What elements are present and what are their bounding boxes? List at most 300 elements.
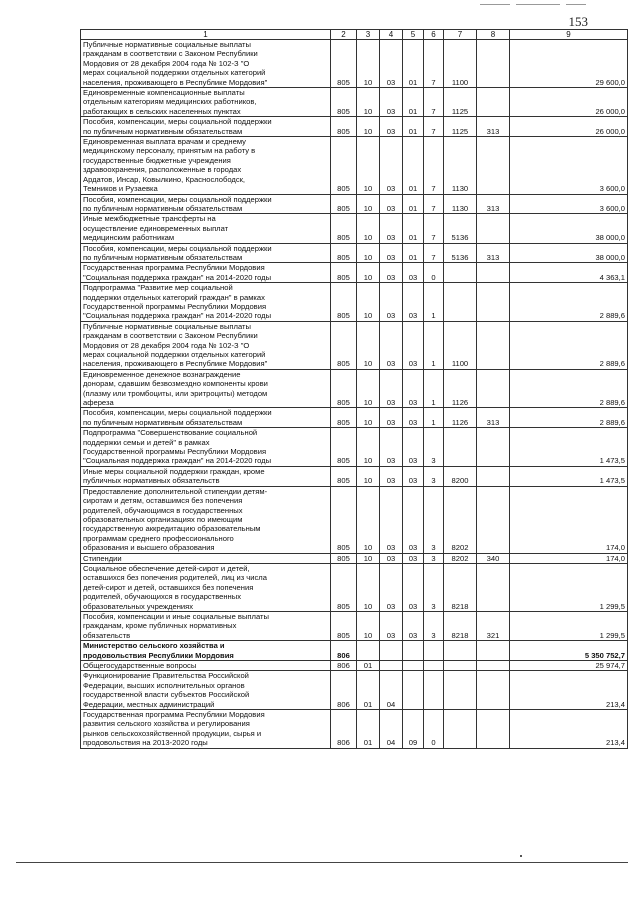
- expense-type-code: [477, 321, 510, 369]
- ministry-code: 805: [331, 194, 357, 214]
- subprogram-code: [424, 661, 444, 671]
- amount: 1 473,5: [510, 466, 628, 486]
- program-code: 03: [403, 428, 424, 467]
- table-row: [81, 428, 628, 467]
- row-name: [81, 117, 331, 137]
- section-code: [357, 641, 380, 661]
- subprogram-code: 7: [424, 117, 444, 137]
- row-name-line: медицинскому персоналу, принятым на работу в: [83, 146, 256, 156]
- ministry-code: 806: [331, 710, 357, 749]
- amount: 4 363,1: [510, 263, 628, 283]
- row-name-line: оставшихся без попечения родителей, лиц из числа: [83, 573, 267, 583]
- row-name-line: образования и высшего образования: [83, 543, 215, 553]
- subsection-code: 03: [380, 369, 403, 408]
- row-name-line: по публичным нормативным обязательствам: [83, 203, 243, 213]
- ministry-code: 805: [331, 369, 357, 408]
- subprogram-code: 7: [424, 88, 444, 117]
- row-name: [81, 321, 331, 369]
- amount: 2 889,6: [510, 321, 628, 369]
- column-header: 2: [331, 30, 357, 40]
- row-name: [81, 563, 331, 611]
- column-header: 7: [444, 30, 477, 40]
- row-name: [81, 710, 331, 749]
- ministry-code: 805: [331, 321, 357, 369]
- ministry-code: 805: [331, 563, 357, 611]
- program-code: 01: [403, 243, 424, 263]
- section-code: 10: [357, 408, 380, 428]
- row-name-line: государственную аккредитацию образовательным: [83, 524, 261, 534]
- target-code: 8218: [444, 563, 477, 611]
- subsection-code: 03: [380, 466, 403, 486]
- row-name-line: мерах социальной поддержки отдельных категорий: [83, 68, 266, 78]
- row-name-line: донорам, сдавшим безвозмездно компоненты крови: [83, 379, 268, 389]
- subprogram-code: 3: [424, 563, 444, 611]
- target-code: [444, 710, 477, 749]
- row-name-line: "Социальная поддержка граждан" на 2014-2020 годы: [83, 456, 272, 466]
- row-name-line: Предоставление дополнительной стипендии детям-: [83, 486, 268, 496]
- ministry-code: 805: [331, 263, 357, 283]
- column-header: 5: [403, 30, 424, 40]
- expense-type-code: [477, 466, 510, 486]
- row-name-line: по публичным нормативным обязательствам: [83, 126, 243, 136]
- row-name: [81, 408, 331, 428]
- row-name-line: гражданам в соответствии с Законом Республики: [83, 331, 258, 341]
- subprogram-code: 3: [424, 553, 444, 563]
- expense-type-code: [477, 263, 510, 283]
- column-header: 8: [477, 30, 510, 40]
- table-row: [81, 137, 628, 194]
- expense-type-code: 313: [477, 117, 510, 137]
- subprogram-code: 1: [424, 321, 444, 369]
- ministry-code: 805: [331, 243, 357, 263]
- table-row: [81, 661, 628, 671]
- row-name-line: Единовременные компенсационные выплаты: [83, 88, 245, 98]
- subsection-code: [380, 641, 403, 661]
- amount: 2 889,6: [510, 369, 628, 408]
- page-number: 153: [568, 14, 588, 29]
- row-name-line: мерах социальной поддержки отдельных категорий: [83, 350, 266, 359]
- ministry-code: 805: [331, 137, 357, 194]
- section-code: 10: [357, 321, 380, 369]
- subsection-code: 03: [380, 428, 403, 467]
- subprogram-code: 0: [424, 263, 444, 283]
- row-name-line: гражданам в соответствии с Законом Республики: [83, 49, 258, 59]
- table-header-row: [81, 30, 628, 40]
- program-code: 03: [403, 263, 424, 283]
- section-code: 10: [357, 369, 380, 408]
- row-name-line: государственные бюджетные учреждения: [83, 155, 231, 165]
- program-code: 01: [403, 40, 424, 88]
- row-name: [81, 243, 331, 263]
- table-row: [81, 710, 628, 749]
- row-name: [81, 611, 331, 640]
- row-name-line: Иные меры социальной поддержки граждан, кроме: [83, 466, 265, 476]
- section-code: 10: [357, 553, 380, 563]
- subprogram-code: 3: [424, 486, 444, 553]
- amount: 174,0: [510, 553, 628, 563]
- expense-type-code: [477, 428, 510, 467]
- target-code: 1100: [444, 40, 477, 88]
- row-name-line: Пособия, компенсации, меры социальной поддержки: [83, 117, 272, 127]
- expense-type-code: 313: [477, 194, 510, 214]
- row-name: [81, 88, 331, 117]
- amount: 38 000,0: [510, 243, 628, 263]
- row-name-line: отдельным категориям медицинских работников,: [83, 97, 257, 107]
- row-name-line: государственной власти субъектов Российской: [83, 690, 250, 700]
- table-row: [81, 486, 628, 553]
- section-code: 10: [357, 194, 380, 214]
- subsection-code: 03: [380, 283, 403, 322]
- subprogram-code: 7: [424, 40, 444, 88]
- target-code: 8218: [444, 611, 477, 640]
- amount: 26 000,0: [510, 88, 628, 117]
- target-code: 5136: [444, 243, 477, 263]
- row-name-line: Социальное обеспечение детей-сирот и детей,: [83, 563, 250, 573]
- expense-type-code: [477, 283, 510, 322]
- ministry-code: 806: [331, 641, 357, 661]
- row-name-line: Государственной программы Республики Мордовия: [83, 447, 267, 457]
- row-name-line: продовольствия на 2013-2020 годы: [83, 738, 208, 748]
- row-name-line: Мордовия от 28 декабря 2004 года № 102-З "О: [83, 58, 250, 68]
- row-name-line: Общегосударственные вопросы: [83, 661, 197, 670]
- program-code: 03: [403, 408, 424, 428]
- program-code: 03: [403, 283, 424, 322]
- subprogram-code: 3: [424, 428, 444, 467]
- row-name-line: работающих в сельских населенных пунктах: [83, 106, 241, 116]
- amount: 38 000,0: [510, 214, 628, 243]
- expense-type-code: [477, 88, 510, 117]
- ministry-code: 806: [331, 671, 357, 710]
- row-name-line: Публичные нормативные социальные выплаты: [83, 321, 251, 331]
- subprogram-code: [424, 641, 444, 661]
- row-name-line: программам среднего профессионального: [83, 533, 234, 543]
- row-name-line: Иные межбюджетные трансферты на: [83, 214, 216, 224]
- program-code: 01: [403, 117, 424, 137]
- section-code: 10: [357, 263, 380, 283]
- row-name-line: гражданам, кроме публичных нормативных: [83, 621, 237, 631]
- ministry-code: 805: [331, 611, 357, 640]
- row-name-line: Темников и Рузаевка: [83, 184, 158, 194]
- row-name-line: Государственная программа Республики Мордовия: [83, 263, 265, 273]
- section-code: 10: [357, 466, 380, 486]
- subprogram-code: [424, 671, 444, 710]
- section-code: 10: [357, 137, 380, 194]
- budget-table: [80, 29, 628, 749]
- column-header: 6: [424, 30, 444, 40]
- expense-type-code: [477, 40, 510, 88]
- row-name-line: Пособия, компенсации и иные социальные выплаты: [83, 611, 269, 621]
- column-header: 3: [357, 30, 380, 40]
- subsection-code: 03: [380, 117, 403, 137]
- ministry-code: 805: [331, 466, 357, 486]
- program-code: 09: [403, 710, 424, 749]
- amount: 213,4: [510, 671, 628, 710]
- column-header: 1: [81, 30, 331, 40]
- table-row: [81, 283, 628, 322]
- table-row: [81, 321, 628, 369]
- amount: 29 600,0: [510, 40, 628, 88]
- ministry-code: 805: [331, 428, 357, 467]
- amount: 2 889,6: [510, 408, 628, 428]
- table-row: [81, 671, 628, 710]
- expense-type-code: [477, 641, 510, 661]
- ministry-code: 805: [331, 486, 357, 553]
- row-name-line: Подпрограмма "Совершенствование социальной: [83, 428, 258, 438]
- row-name-line: Пособия, компенсации, меры социальной поддержки: [83, 243, 272, 253]
- table-row: [81, 243, 628, 263]
- program-code: 03: [403, 553, 424, 563]
- scan-dot: [520, 855, 522, 857]
- section-code: 10: [357, 428, 380, 467]
- target-code: [444, 661, 477, 671]
- section-code: 10: [357, 611, 380, 640]
- amount: 1 299,5: [510, 563, 628, 611]
- row-name: [81, 137, 331, 194]
- subsection-code: [380, 661, 403, 671]
- row-name: [81, 641, 331, 661]
- program-code: 01: [403, 88, 424, 117]
- row-name-line: поддержки семьи и детей" в рамках: [83, 437, 210, 447]
- target-code: 8202: [444, 486, 477, 553]
- ministry-code: 806: [331, 661, 357, 671]
- subsection-code: 03: [380, 243, 403, 263]
- row-name-line: "Социальная поддержка граждан" на 2014-2020 годы: [83, 272, 272, 282]
- expense-type-code: [477, 671, 510, 710]
- row-name: [81, 671, 331, 710]
- section-code: 01: [357, 671, 380, 710]
- table-row: [81, 369, 628, 408]
- subsection-code: 03: [380, 563, 403, 611]
- section-code: 10: [357, 117, 380, 137]
- row-name-line: сиротам и детям, оставшимся без попечения: [83, 496, 243, 506]
- target-code: 1126: [444, 369, 477, 408]
- expense-type-code: [477, 369, 510, 408]
- target-code: 8202: [444, 553, 477, 563]
- row-name: [81, 553, 331, 563]
- section-code: 10: [357, 283, 380, 322]
- row-name-line: рынков сельскохозяйственной продукции, сырья и: [83, 728, 262, 738]
- program-code: 01: [403, 194, 424, 214]
- row-name-line: по публичным нормативным обязательствам: [83, 252, 243, 262]
- subsection-code: 03: [380, 214, 403, 243]
- subsection-code: 03: [380, 408, 403, 428]
- ministry-code: 805: [331, 408, 357, 428]
- section-code: 01: [357, 661, 380, 671]
- ministry-code: 805: [331, 553, 357, 563]
- table-body: [81, 40, 628, 749]
- program-code: 03: [403, 466, 424, 486]
- subprogram-code: 7: [424, 194, 444, 214]
- section-code: 01: [357, 710, 380, 749]
- subprogram-code: 3: [424, 466, 444, 486]
- row-name-line: поддержки отдельных категорий граждан" в рамках: [83, 292, 265, 302]
- target-code: [444, 283, 477, 322]
- row-name-line: Подпрограмма "Развитие мер социальной: [83, 283, 233, 293]
- program-code: 01: [403, 137, 424, 194]
- section-code: 10: [357, 563, 380, 611]
- table-row: [81, 117, 628, 137]
- subprogram-code: 7: [424, 137, 444, 194]
- row-name-line: образовательных организациях по имеющим: [83, 514, 243, 524]
- row-name: [81, 214, 331, 243]
- target-code: 8200: [444, 466, 477, 486]
- table-row: [81, 40, 628, 88]
- amount: 25 974,7: [510, 661, 628, 671]
- expense-type-code: [477, 661, 510, 671]
- table-row: [81, 553, 628, 563]
- row-name-line: Министерство сельского хозяйства и: [83, 641, 225, 651]
- program-code: 03: [403, 486, 424, 553]
- expense-type-code: [477, 563, 510, 611]
- table-row: [81, 466, 628, 486]
- target-code: 1126: [444, 408, 477, 428]
- subsection-code: 04: [380, 671, 403, 710]
- subsection-code: 03: [380, 137, 403, 194]
- expense-type-code: 313: [477, 243, 510, 263]
- amount: 174,0: [510, 486, 628, 553]
- program-code: 03: [403, 321, 424, 369]
- section-code: 10: [357, 214, 380, 243]
- program-code: [403, 671, 424, 710]
- row-name-line: публичных нормативных обязательств: [83, 476, 220, 486]
- row-name-line: родителей, обучающимся в государственных: [83, 505, 243, 515]
- row-name-line: афереза: [83, 398, 114, 408]
- target-code: 1125: [444, 117, 477, 137]
- amount: 213,4: [510, 710, 628, 749]
- table-row: [81, 641, 628, 661]
- subsection-code: 03: [380, 611, 403, 640]
- subsection-code: 03: [380, 553, 403, 563]
- row-name-line: осуществление единовременных выплат: [83, 223, 229, 233]
- row-name-line: по публичным нормативным обязательствам: [83, 417, 243, 427]
- target-code: [444, 641, 477, 661]
- subprogram-code: 1: [424, 369, 444, 408]
- expense-type-code: [477, 137, 510, 194]
- expense-type-code: 313: [477, 408, 510, 428]
- row-name: [81, 40, 331, 88]
- program-code: [403, 661, 424, 671]
- subprogram-code: 7: [424, 214, 444, 243]
- row-name: [81, 263, 331, 283]
- expense-type-code: [477, 214, 510, 243]
- section-code: 10: [357, 243, 380, 263]
- target-code: [444, 671, 477, 710]
- target-code: 5136: [444, 214, 477, 243]
- amount: 3 600,0: [510, 137, 628, 194]
- ministry-code: 805: [331, 40, 357, 88]
- subsection-code: 03: [380, 486, 403, 553]
- subprogram-code: 1: [424, 408, 444, 428]
- section-code: 10: [357, 88, 380, 117]
- subsection-code: 03: [380, 321, 403, 369]
- table-row: [81, 194, 628, 214]
- expense-type-code: [477, 710, 510, 749]
- subsection-code: 03: [380, 263, 403, 283]
- target-code: 1130: [444, 194, 477, 214]
- ministry-code: 805: [331, 283, 357, 322]
- row-name-line: Пособия, компенсации, меры социальной поддержки: [83, 408, 272, 418]
- program-code: 01: [403, 214, 424, 243]
- row-name-line: Федерации, местных администраций: [83, 699, 215, 709]
- subsection-code: 03: [380, 194, 403, 214]
- row-name-line: медицинским работникам: [83, 233, 175, 243]
- row-name-line: Функционирование Правительства Российской: [83, 671, 249, 681]
- table-row: [81, 88, 628, 117]
- section-code: 10: [357, 40, 380, 88]
- row-name: [81, 369, 331, 408]
- column-header: 9: [510, 30, 628, 40]
- subprogram-code: 1: [424, 283, 444, 322]
- table-row: [81, 408, 628, 428]
- row-name-line: детей-сирот и детей, оставшихся без попечения: [83, 582, 254, 592]
- row-name-line: образовательных учреждениях: [83, 601, 194, 611]
- row-name: [81, 466, 331, 486]
- row-name-line: Мордовия от 28 декабря 2004 года № 102-З "О: [83, 340, 250, 350]
- row-name-line: Государственной программы Республики Мордовия: [83, 301, 267, 311]
- expense-type-code: 340: [477, 553, 510, 563]
- target-code: [444, 263, 477, 283]
- program-code: 03: [403, 563, 424, 611]
- row-name-line: "Социальная поддержка граждан" на 2014-2020 годы: [83, 311, 272, 321]
- row-name-line: населения, проживающего в Республике Мордовия": [83, 77, 268, 87]
- target-code: 1130: [444, 137, 477, 194]
- row-name-line: продовольствия Республики Мордовия: [83, 650, 234, 660]
- ministry-code: 805: [331, 214, 357, 243]
- row-name: [81, 194, 331, 214]
- row-name-line: (плазму или тромбоциты, или эритроциты) методом: [83, 388, 268, 398]
- row-name-line: здравоохранения, расположенные в городах: [83, 165, 242, 175]
- subprogram-code: 3: [424, 611, 444, 640]
- row-name-line: населения, проживающего в Республике Мордовия": [83, 359, 268, 369]
- row-name: [81, 486, 331, 553]
- row-name: [81, 661, 331, 671]
- program-code: 03: [403, 611, 424, 640]
- page-bottom-rule: [16, 862, 628, 863]
- amount: 5 350 752,7: [510, 641, 628, 661]
- amount: 1 473,5: [510, 428, 628, 467]
- row-name-line: Единовременное денежное вознаграждение: [83, 369, 241, 379]
- amount: 26 000,0: [510, 117, 628, 137]
- subsection-code: 03: [380, 40, 403, 88]
- subprogram-code: 7: [424, 243, 444, 263]
- table-row: [81, 214, 628, 243]
- row-name-line: Публичные нормативные социальные выплаты: [83, 40, 251, 49]
- program-code: 03: [403, 369, 424, 408]
- table-row: [81, 563, 628, 611]
- subsection-code: 03: [380, 88, 403, 117]
- subsection-code: 04: [380, 710, 403, 749]
- row-name: [81, 428, 331, 467]
- ministry-code: 805: [331, 117, 357, 137]
- expense-type-code: 321: [477, 611, 510, 640]
- expense-type-code: [477, 486, 510, 553]
- top-scan-marks: [480, 4, 600, 10]
- row-name-line: родителей, обучающихся в государственных: [83, 592, 242, 602]
- section-code: 10: [357, 486, 380, 553]
- target-code: 1100: [444, 321, 477, 369]
- row-name-line: Федерации, высших исполнительных органов: [83, 680, 245, 690]
- row-name-line: Стипендии: [83, 553, 122, 563]
- target-code: [444, 428, 477, 467]
- amount: 1 299,5: [510, 611, 628, 640]
- column-header: 4: [380, 30, 403, 40]
- row-name: [81, 283, 331, 322]
- row-name-line: Пособия, компенсации, меры социальной поддержки: [83, 194, 272, 204]
- amount: 2 889,6: [510, 283, 628, 322]
- row-name-line: Единовременная выплата врачам и среднему: [83, 137, 246, 147]
- target-code: 1125: [444, 88, 477, 117]
- ministry-code: 805: [331, 88, 357, 117]
